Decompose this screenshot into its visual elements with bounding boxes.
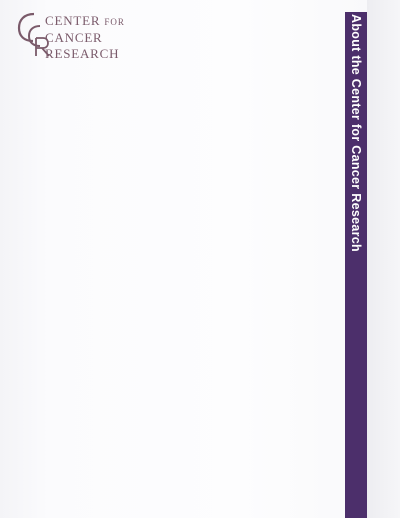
logo-line-1: CENTER FOR	[45, 13, 125, 28]
logo-line-2: CANCER	[45, 30, 103, 45]
logo-wordmark	[45, 13, 125, 62]
ccr-logo	[16, 10, 146, 60]
logo-line-3: RESEARCH	[45, 46, 120, 61]
folder-edge	[367, 0, 400, 518]
side-tab-title: About the Center for Cancer Research	[349, 14, 363, 252]
